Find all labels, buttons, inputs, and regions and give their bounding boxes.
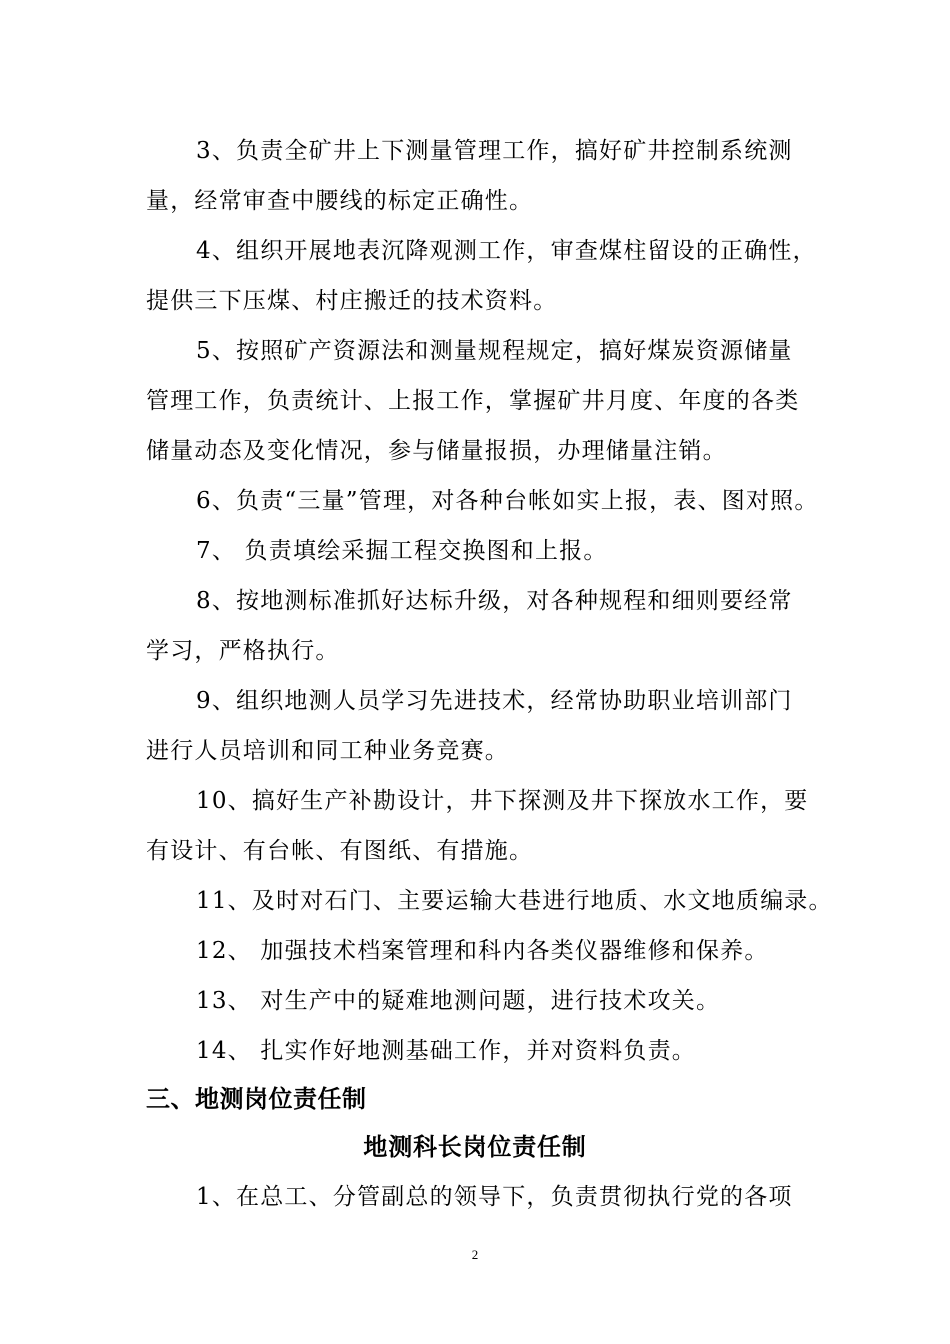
document-page: 3、负责全矿井上下测量管理工作，搞好矿井控制系统测 量，经常审查中腰线的标定正确性。 4、组织开展地表沉降观测工作，审查煤柱留设的正确性， 提供三下压煤、村庄搬迁的技术资料。 5、按照矿产资源法和测量规程规定，搞好煤炭资源储量 管理工作，负责统计、上报工作，掌握矿井月度、年度的各类 储量动态及变化情况，参与储量报损，办理储量注销。 6、负责“三量”管理，对各种台帐如实上报，表、图对照。 7、 负责填绘采掘工程交换图和上报。 8、按地测标准抓好达标升级，对各种规程和细则要经常 学习，严格执行。 9、组织地测人员学习先进技术，经常协助职业培训部门 进行人员培训和同工种业务竞赛。 10、搞好生产补勘设计，井下探测及井下探放水工作，要 有设计、有台帐、有图纸、有措施。 11、及时对石门、主要运输大巷进行地质、水文地质编录。 12、 加强技术档案管理和科内各类仪器维修和保养。 13、 对生产中的疑难地测问题，进行技术攻关。 14、 扎实作好地测基础工作，并对资料负责。 三、地测岗位责任制 地测科长岗位责任制 1、在总工、分管副总的领导下，负责贯彻执行党的各项 2 — [0, 0, 950, 1344]
subtitle: 地测科长岗位责任制 — [363, 1132, 587, 1161]
page-number: 2 — [471, 1247, 479, 1262]
